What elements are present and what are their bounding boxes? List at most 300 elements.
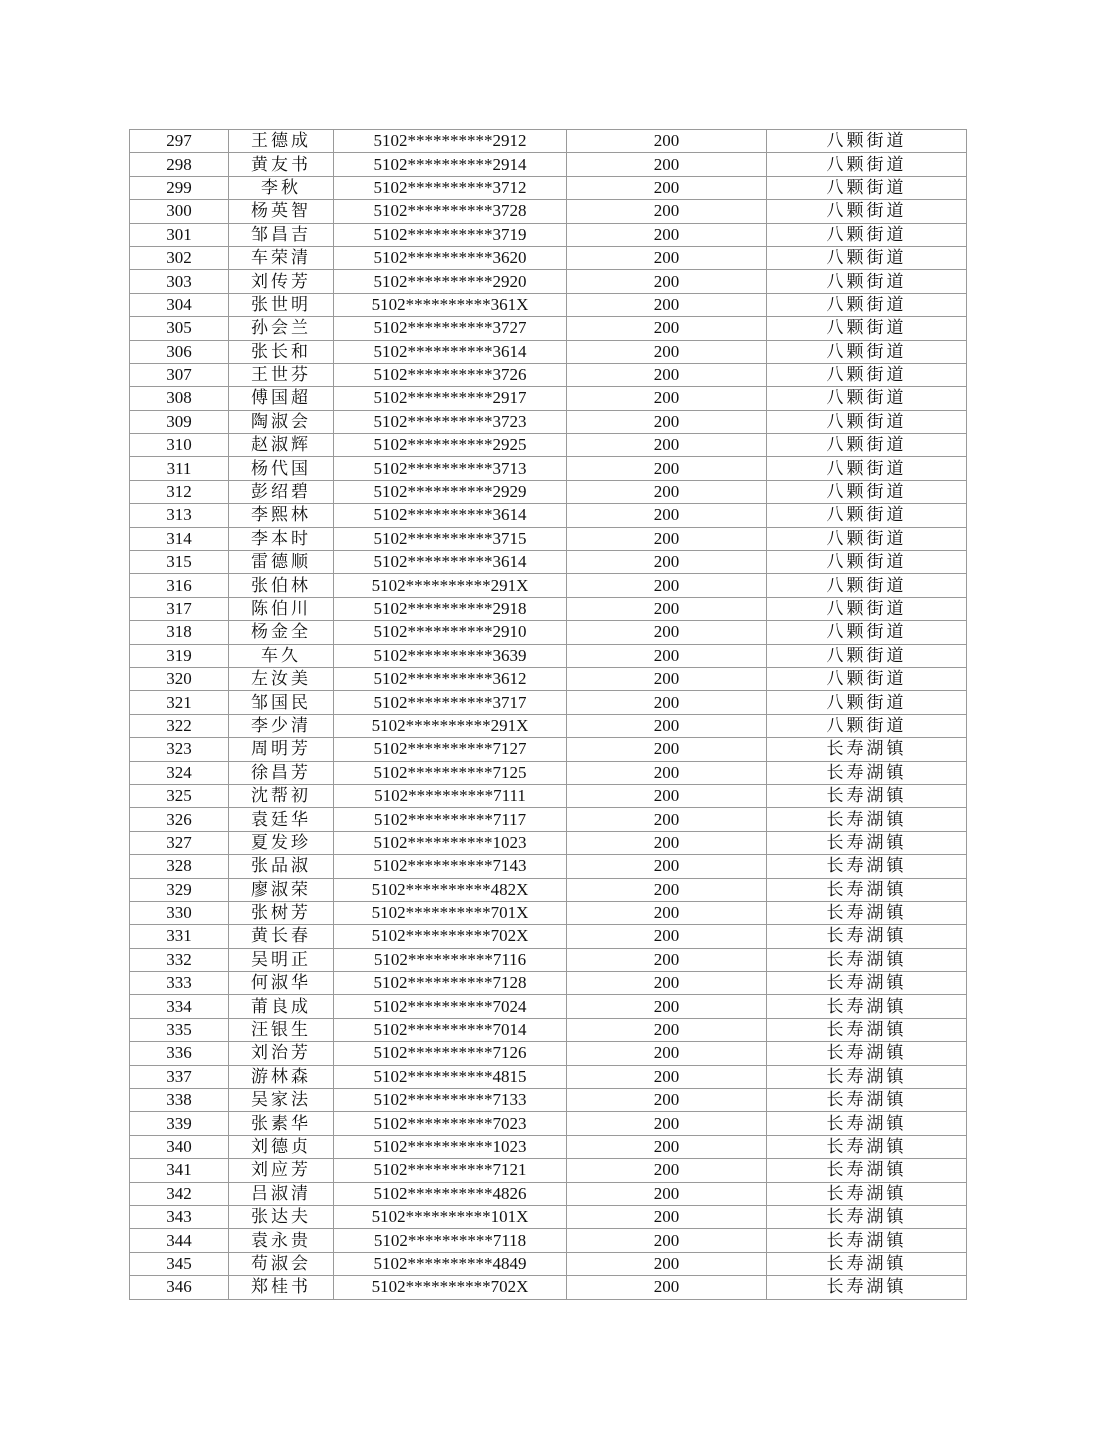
person-name-cell: 袁永贵: [229, 1229, 334, 1252]
row-number-cell: 310: [130, 434, 229, 457]
area-cell: 八颗街道: [767, 597, 967, 620]
table-row: [130, 527, 967, 550]
id-number-cell: 5102**********4826: [334, 1182, 567, 1205]
area-cell: 八颗街道: [767, 270, 967, 293]
row-number-cell: 322: [130, 714, 229, 737]
person-name-cell: 邹国民: [229, 691, 334, 714]
area-cell: 长寿湖镇: [767, 761, 967, 784]
id-number-cell: 5102**********2917: [334, 387, 567, 410]
id-number-cell: 5102**********3614: [334, 340, 567, 363]
table-row: [130, 1159, 967, 1182]
area-cell: 长寿湖镇: [767, 1229, 967, 1252]
id-number-cell: 5102**********3727: [334, 317, 567, 340]
table-row: [130, 855, 967, 878]
area-cell: 八颗街道: [767, 644, 967, 667]
area-cell: 长寿湖镇: [767, 948, 967, 971]
row-number-cell: 313: [130, 504, 229, 527]
id-number-cell: 5102**********702X: [334, 1276, 567, 1299]
table-row: [130, 504, 967, 527]
id-number-cell: 5102**********2925: [334, 434, 567, 457]
amount-cell: 200: [567, 1276, 767, 1299]
id-number-cell: 5102**********7133: [334, 1089, 567, 1112]
id-number-cell: 5102**********291X: [334, 714, 567, 737]
area-cell: 长寿湖镇: [767, 1182, 967, 1205]
id-number-cell: 5102**********7143: [334, 855, 567, 878]
person-name-cell: 苟淑会: [229, 1252, 334, 1275]
person-name-cell: 杨金全: [229, 621, 334, 644]
row-number-cell: 323: [130, 738, 229, 761]
row-number-cell: 297: [130, 130, 229, 153]
person-name-cell: 汪银生: [229, 1018, 334, 1041]
table-row: [130, 901, 967, 924]
area-cell: 八颗街道: [767, 527, 967, 550]
row-number-cell: 330: [130, 901, 229, 924]
amount-cell: 200: [567, 667, 767, 690]
area-cell: 八颗街道: [767, 223, 967, 246]
amount-cell: 200: [567, 153, 767, 176]
row-number-cell: 339: [130, 1112, 229, 1135]
row-number-cell: 317: [130, 597, 229, 620]
person-name-cell: 刘应芳: [229, 1159, 334, 1182]
table-row: [130, 574, 967, 597]
person-name-cell: 陶淑会: [229, 410, 334, 433]
person-name-cell: 廖淑荣: [229, 878, 334, 901]
area-cell: 长寿湖镇: [767, 784, 967, 807]
table-row: [130, 480, 967, 503]
table-row: [130, 1252, 967, 1275]
table-row: [130, 1229, 967, 1252]
area-cell: 八颗街道: [767, 667, 967, 690]
table-row: [130, 761, 967, 784]
id-number-cell: 5102**********1023: [334, 1135, 567, 1158]
id-number-cell: 5102**********101X: [334, 1205, 567, 1228]
table-row: [130, 200, 967, 223]
area-cell: 八颗街道: [767, 551, 967, 574]
row-number-cell: 306: [130, 340, 229, 363]
area-cell: 八颗街道: [767, 153, 967, 176]
table-row: [130, 363, 967, 386]
id-number-cell: 5102**********3728: [334, 200, 567, 223]
id-number-cell: 5102**********7125: [334, 761, 567, 784]
table-row: [130, 317, 967, 340]
amount-cell: 200: [567, 1252, 767, 1275]
area-cell: 八颗街道: [767, 363, 967, 386]
row-number-cell: 335: [130, 1018, 229, 1041]
row-number-cell: 341: [130, 1159, 229, 1182]
row-number-cell: 320: [130, 667, 229, 690]
table-row: [130, 551, 967, 574]
table-row: [130, 410, 967, 433]
area-cell: 八颗街道: [767, 176, 967, 199]
area-cell: 长寿湖镇: [767, 738, 967, 761]
table-row: [130, 878, 967, 901]
amount-cell: 200: [567, 1112, 767, 1135]
row-number-cell: 319: [130, 644, 229, 667]
person-name-cell: 彭绍碧: [229, 480, 334, 503]
row-number-cell: 336: [130, 1042, 229, 1065]
area-cell: 八颗街道: [767, 457, 967, 480]
id-number-cell: 5102**********7126: [334, 1042, 567, 1065]
row-number-cell: 345: [130, 1252, 229, 1275]
id-number-cell: 5102**********3614: [334, 504, 567, 527]
person-name-cell: 张伯林: [229, 574, 334, 597]
person-name-cell: 李少清: [229, 714, 334, 737]
row-number-cell: 316: [130, 574, 229, 597]
table-row: [130, 691, 967, 714]
amount-cell: 200: [567, 1042, 767, 1065]
amount-cell: 200: [567, 1159, 767, 1182]
amount-cell: 200: [567, 293, 767, 316]
id-number-cell: 5102**********3719: [334, 223, 567, 246]
row-number-cell: 311: [130, 457, 229, 480]
table-row: [130, 387, 967, 410]
row-number-cell: 321: [130, 691, 229, 714]
table-row: [130, 1112, 967, 1135]
row-number-cell: 338: [130, 1089, 229, 1112]
table-row: [130, 621, 967, 644]
person-name-cell: 莆良成: [229, 995, 334, 1018]
amount-cell: 200: [567, 270, 767, 293]
area-cell: 八颗街道: [767, 293, 967, 316]
person-name-cell: 黄长春: [229, 925, 334, 948]
amount-cell: 200: [567, 972, 767, 995]
table-row: [130, 153, 967, 176]
area-cell: 长寿湖镇: [767, 1065, 967, 1088]
amount-cell: 200: [567, 246, 767, 269]
id-number-cell: 5102**********7127: [334, 738, 567, 761]
amount-cell: 200: [567, 457, 767, 480]
amount-cell: 200: [567, 1205, 767, 1228]
id-number-cell: 5102**********3612: [334, 667, 567, 690]
id-number-cell: 5102**********3639: [334, 644, 567, 667]
id-number-cell: 5102**********2914: [334, 153, 567, 176]
amount-cell: 200: [567, 925, 767, 948]
row-number-cell: 331: [130, 925, 229, 948]
amount-cell: 200: [567, 621, 767, 644]
person-name-cell: 雷德顺: [229, 551, 334, 574]
row-number-cell: 334: [130, 995, 229, 1018]
table-row: [130, 667, 967, 690]
area-cell: 八颗街道: [767, 317, 967, 340]
table-row: [130, 434, 967, 457]
person-name-cell: 张达夫: [229, 1205, 334, 1228]
row-number-cell: 346: [130, 1276, 229, 1299]
amount-cell: 200: [567, 527, 767, 550]
amount-cell: 200: [567, 504, 767, 527]
person-name-cell: 徐昌芳: [229, 761, 334, 784]
id-number-cell: 5102**********4815: [334, 1065, 567, 1088]
row-number-cell: 332: [130, 948, 229, 971]
person-name-cell: 吴家法: [229, 1089, 334, 1112]
amount-cell: 200: [567, 878, 767, 901]
id-number-cell: 5102**********3715: [334, 527, 567, 550]
person-name-cell: 傅国超: [229, 387, 334, 410]
area-cell: 长寿湖镇: [767, 1112, 967, 1135]
row-number-cell: 337: [130, 1065, 229, 1088]
row-number-cell: 342: [130, 1182, 229, 1205]
person-name-cell: 郑桂书: [229, 1276, 334, 1299]
area-cell: 长寿湖镇: [767, 901, 967, 924]
row-number-cell: 304: [130, 293, 229, 316]
table-row: [130, 925, 967, 948]
amount-cell: 200: [567, 1182, 767, 1205]
table-row: [130, 270, 967, 293]
person-name-cell: 王德成: [229, 130, 334, 153]
person-name-cell: 李本时: [229, 527, 334, 550]
id-number-cell: 5102**********7111: [334, 784, 567, 807]
row-number-cell: 344: [130, 1229, 229, 1252]
id-number-cell: 5102**********701X: [334, 901, 567, 924]
area-cell: 长寿湖镇: [767, 1042, 967, 1065]
area-cell: 八颗街道: [767, 410, 967, 433]
person-name-cell: 何淑华: [229, 972, 334, 995]
person-name-cell: 张树芳: [229, 901, 334, 924]
id-number-cell: 5102**********7116: [334, 948, 567, 971]
amount-cell: 200: [567, 644, 767, 667]
amount-cell: 200: [567, 176, 767, 199]
table-row: [130, 714, 967, 737]
amount-cell: 200: [567, 995, 767, 1018]
id-number-cell: 5102**********7121: [334, 1159, 567, 1182]
id-number-cell: 5102**********7023: [334, 1112, 567, 1135]
table-row: [130, 831, 967, 854]
person-name-cell: 车荣清: [229, 246, 334, 269]
id-number-cell: 5102**********3723: [334, 410, 567, 433]
id-number-cell: 5102**********702X: [334, 925, 567, 948]
area-cell: 八颗街道: [767, 340, 967, 363]
person-name-cell: 黄友书: [229, 153, 334, 176]
area-cell: 长寿湖镇: [767, 1018, 967, 1041]
area-cell: 八颗街道: [767, 691, 967, 714]
person-name-cell: 杨代国: [229, 457, 334, 480]
id-number-cell: 5102**********7014: [334, 1018, 567, 1041]
id-number-cell: 5102**********361X: [334, 293, 567, 316]
table-row: [130, 340, 967, 363]
table-row: [130, 457, 967, 480]
amount-cell: 200: [567, 831, 767, 854]
table-row: [130, 176, 967, 199]
id-number-cell: 5102**********3620: [334, 246, 567, 269]
table-row: [130, 1135, 967, 1158]
person-name-cell: 张长和: [229, 340, 334, 363]
area-cell: 八颗街道: [767, 504, 967, 527]
person-name-cell: 沈帮初: [229, 784, 334, 807]
row-number-cell: 307: [130, 363, 229, 386]
row-number-cell: 309: [130, 410, 229, 433]
roster-table-body: [130, 130, 967, 1300]
person-name-cell: 车久: [229, 644, 334, 667]
amount-cell: 200: [567, 130, 767, 153]
area-cell: 长寿湖镇: [767, 1159, 967, 1182]
area-cell: 八颗街道: [767, 246, 967, 269]
row-number-cell: 328: [130, 855, 229, 878]
person-name-cell: 张世明: [229, 293, 334, 316]
amount-cell: 200: [567, 387, 767, 410]
id-number-cell: 5102**********3713: [334, 457, 567, 480]
row-number-cell: 343: [130, 1205, 229, 1228]
amount-cell: 200: [567, 340, 767, 363]
table-row: [130, 972, 967, 995]
table-row: [130, 1089, 967, 1112]
row-number-cell: 325: [130, 784, 229, 807]
table-row: [130, 738, 967, 761]
amount-cell: 200: [567, 480, 767, 503]
area-cell: 八颗街道: [767, 480, 967, 503]
row-number-cell: 312: [130, 480, 229, 503]
area-cell: 长寿湖镇: [767, 1276, 967, 1299]
person-name-cell: 张素华: [229, 1112, 334, 1135]
amount-cell: 200: [567, 901, 767, 924]
row-number-cell: 324: [130, 761, 229, 784]
table-row: [130, 784, 967, 807]
person-name-cell: 周明芳: [229, 738, 334, 761]
amount-cell: 200: [567, 434, 767, 457]
table-row: [130, 1042, 967, 1065]
row-number-cell: 301: [130, 223, 229, 246]
area-cell: 长寿湖镇: [767, 808, 967, 831]
table-row: [130, 1182, 967, 1205]
id-number-cell: 5102**********4849: [334, 1252, 567, 1275]
row-number-cell: 302: [130, 246, 229, 269]
id-number-cell: 5102**********3614: [334, 551, 567, 574]
amount-cell: 200: [567, 574, 767, 597]
table-row: [130, 1276, 967, 1299]
row-number-cell: 298: [130, 153, 229, 176]
id-number-cell: 5102**********1023: [334, 831, 567, 854]
id-number-cell: 5102**********2918: [334, 597, 567, 620]
table-row: [130, 808, 967, 831]
id-number-cell: 5102**********482X: [334, 878, 567, 901]
row-number-cell: 314: [130, 527, 229, 550]
amount-cell: 200: [567, 597, 767, 620]
person-name-cell: 刘德贞: [229, 1135, 334, 1158]
area-cell: 长寿湖镇: [767, 878, 967, 901]
table-row: [130, 1065, 967, 1088]
row-number-cell: 318: [130, 621, 229, 644]
amount-cell: 200: [567, 1229, 767, 1252]
person-name-cell: 吴明正: [229, 948, 334, 971]
person-name-cell: 刘治芳: [229, 1042, 334, 1065]
area-cell: 八颗街道: [767, 574, 967, 597]
table-row: [130, 1205, 967, 1228]
id-number-cell: 5102**********3717: [334, 691, 567, 714]
person-name-cell: 陈伯川: [229, 597, 334, 620]
table-row: [130, 130, 967, 153]
area-cell: 八颗街道: [767, 387, 967, 410]
amount-cell: 200: [567, 691, 767, 714]
amount-cell: 200: [567, 1089, 767, 1112]
area-cell: 长寿湖镇: [767, 972, 967, 995]
row-number-cell: 340: [130, 1135, 229, 1158]
table-row: [130, 1018, 967, 1041]
amount-cell: 200: [567, 738, 767, 761]
amount-cell: 200: [567, 948, 767, 971]
table-row: [130, 995, 967, 1018]
person-name-cell: 王世芬: [229, 363, 334, 386]
row-number-cell: 329: [130, 878, 229, 901]
area-cell: 八颗街道: [767, 621, 967, 644]
id-number-cell: 5102**********2910: [334, 621, 567, 644]
amount-cell: 200: [567, 855, 767, 878]
area-cell: 长寿湖镇: [767, 995, 967, 1018]
area-cell: 长寿湖镇: [767, 1205, 967, 1228]
person-name-cell: 左汝美: [229, 667, 334, 690]
id-number-cell: 5102**********7024: [334, 995, 567, 1018]
person-name-cell: 袁廷华: [229, 808, 334, 831]
table-row: [130, 293, 967, 316]
area-cell: 长寿湖镇: [767, 1135, 967, 1158]
amount-cell: 200: [567, 714, 767, 737]
row-number-cell: 327: [130, 831, 229, 854]
id-number-cell: 5102**********7118: [334, 1229, 567, 1252]
person-name-cell: 刘传芳: [229, 270, 334, 293]
person-name-cell: 游林森: [229, 1065, 334, 1088]
amount-cell: 200: [567, 1018, 767, 1041]
person-name-cell: 杨英智: [229, 200, 334, 223]
table-row: [130, 597, 967, 620]
table-row: [130, 223, 967, 246]
row-number-cell: 308: [130, 387, 229, 410]
amount-cell: 200: [567, 410, 767, 433]
area-cell: 八颗街道: [767, 434, 967, 457]
amount-cell: 200: [567, 363, 767, 386]
row-number-cell: 299: [130, 176, 229, 199]
area-cell: 八颗街道: [767, 130, 967, 153]
area-cell: 长寿湖镇: [767, 1089, 967, 1112]
area-cell: 长寿湖镇: [767, 1252, 967, 1275]
id-number-cell: 5102**********3712: [334, 176, 567, 199]
area-cell: 八颗街道: [767, 200, 967, 223]
id-number-cell: 5102**********291X: [334, 574, 567, 597]
row-number-cell: 300: [130, 200, 229, 223]
table-row: [130, 644, 967, 667]
table-row: [130, 246, 967, 269]
id-number-cell: 5102**********7128: [334, 972, 567, 995]
person-name-cell: 李熙林: [229, 504, 334, 527]
person-name-cell: 吕淑清: [229, 1182, 334, 1205]
area-cell: 长寿湖镇: [767, 925, 967, 948]
row-number-cell: 326: [130, 808, 229, 831]
roster-table: [129, 129, 967, 1300]
id-number-cell: 5102**********2920: [334, 270, 567, 293]
person-name-cell: 孙会兰: [229, 317, 334, 340]
person-name-cell: 邹昌吉: [229, 223, 334, 246]
row-number-cell: 305: [130, 317, 229, 340]
area-cell: 长寿湖镇: [767, 855, 967, 878]
person-name-cell: 夏发珍: [229, 831, 334, 854]
row-number-cell: 303: [130, 270, 229, 293]
area-cell: 长寿湖镇: [767, 831, 967, 854]
id-number-cell: 5102**********2929: [334, 480, 567, 503]
amount-cell: 200: [567, 761, 767, 784]
amount-cell: 200: [567, 808, 767, 831]
amount-cell: 200: [567, 223, 767, 246]
id-number-cell: 5102**********2912: [334, 130, 567, 153]
amount-cell: 200: [567, 784, 767, 807]
person-name-cell: 张品淑: [229, 855, 334, 878]
table-row: [130, 948, 967, 971]
amount-cell: 200: [567, 551, 767, 574]
id-number-cell: 5102**********3726: [334, 363, 567, 386]
amount-cell: 200: [567, 1135, 767, 1158]
person-name-cell: 赵淑辉: [229, 434, 334, 457]
person-name-cell: 李秋: [229, 176, 334, 199]
row-number-cell: 333: [130, 972, 229, 995]
row-number-cell: 315: [130, 551, 229, 574]
amount-cell: 200: [567, 317, 767, 340]
id-number-cell: 5102**********7117: [334, 808, 567, 831]
area-cell: 八颗街道: [767, 714, 967, 737]
